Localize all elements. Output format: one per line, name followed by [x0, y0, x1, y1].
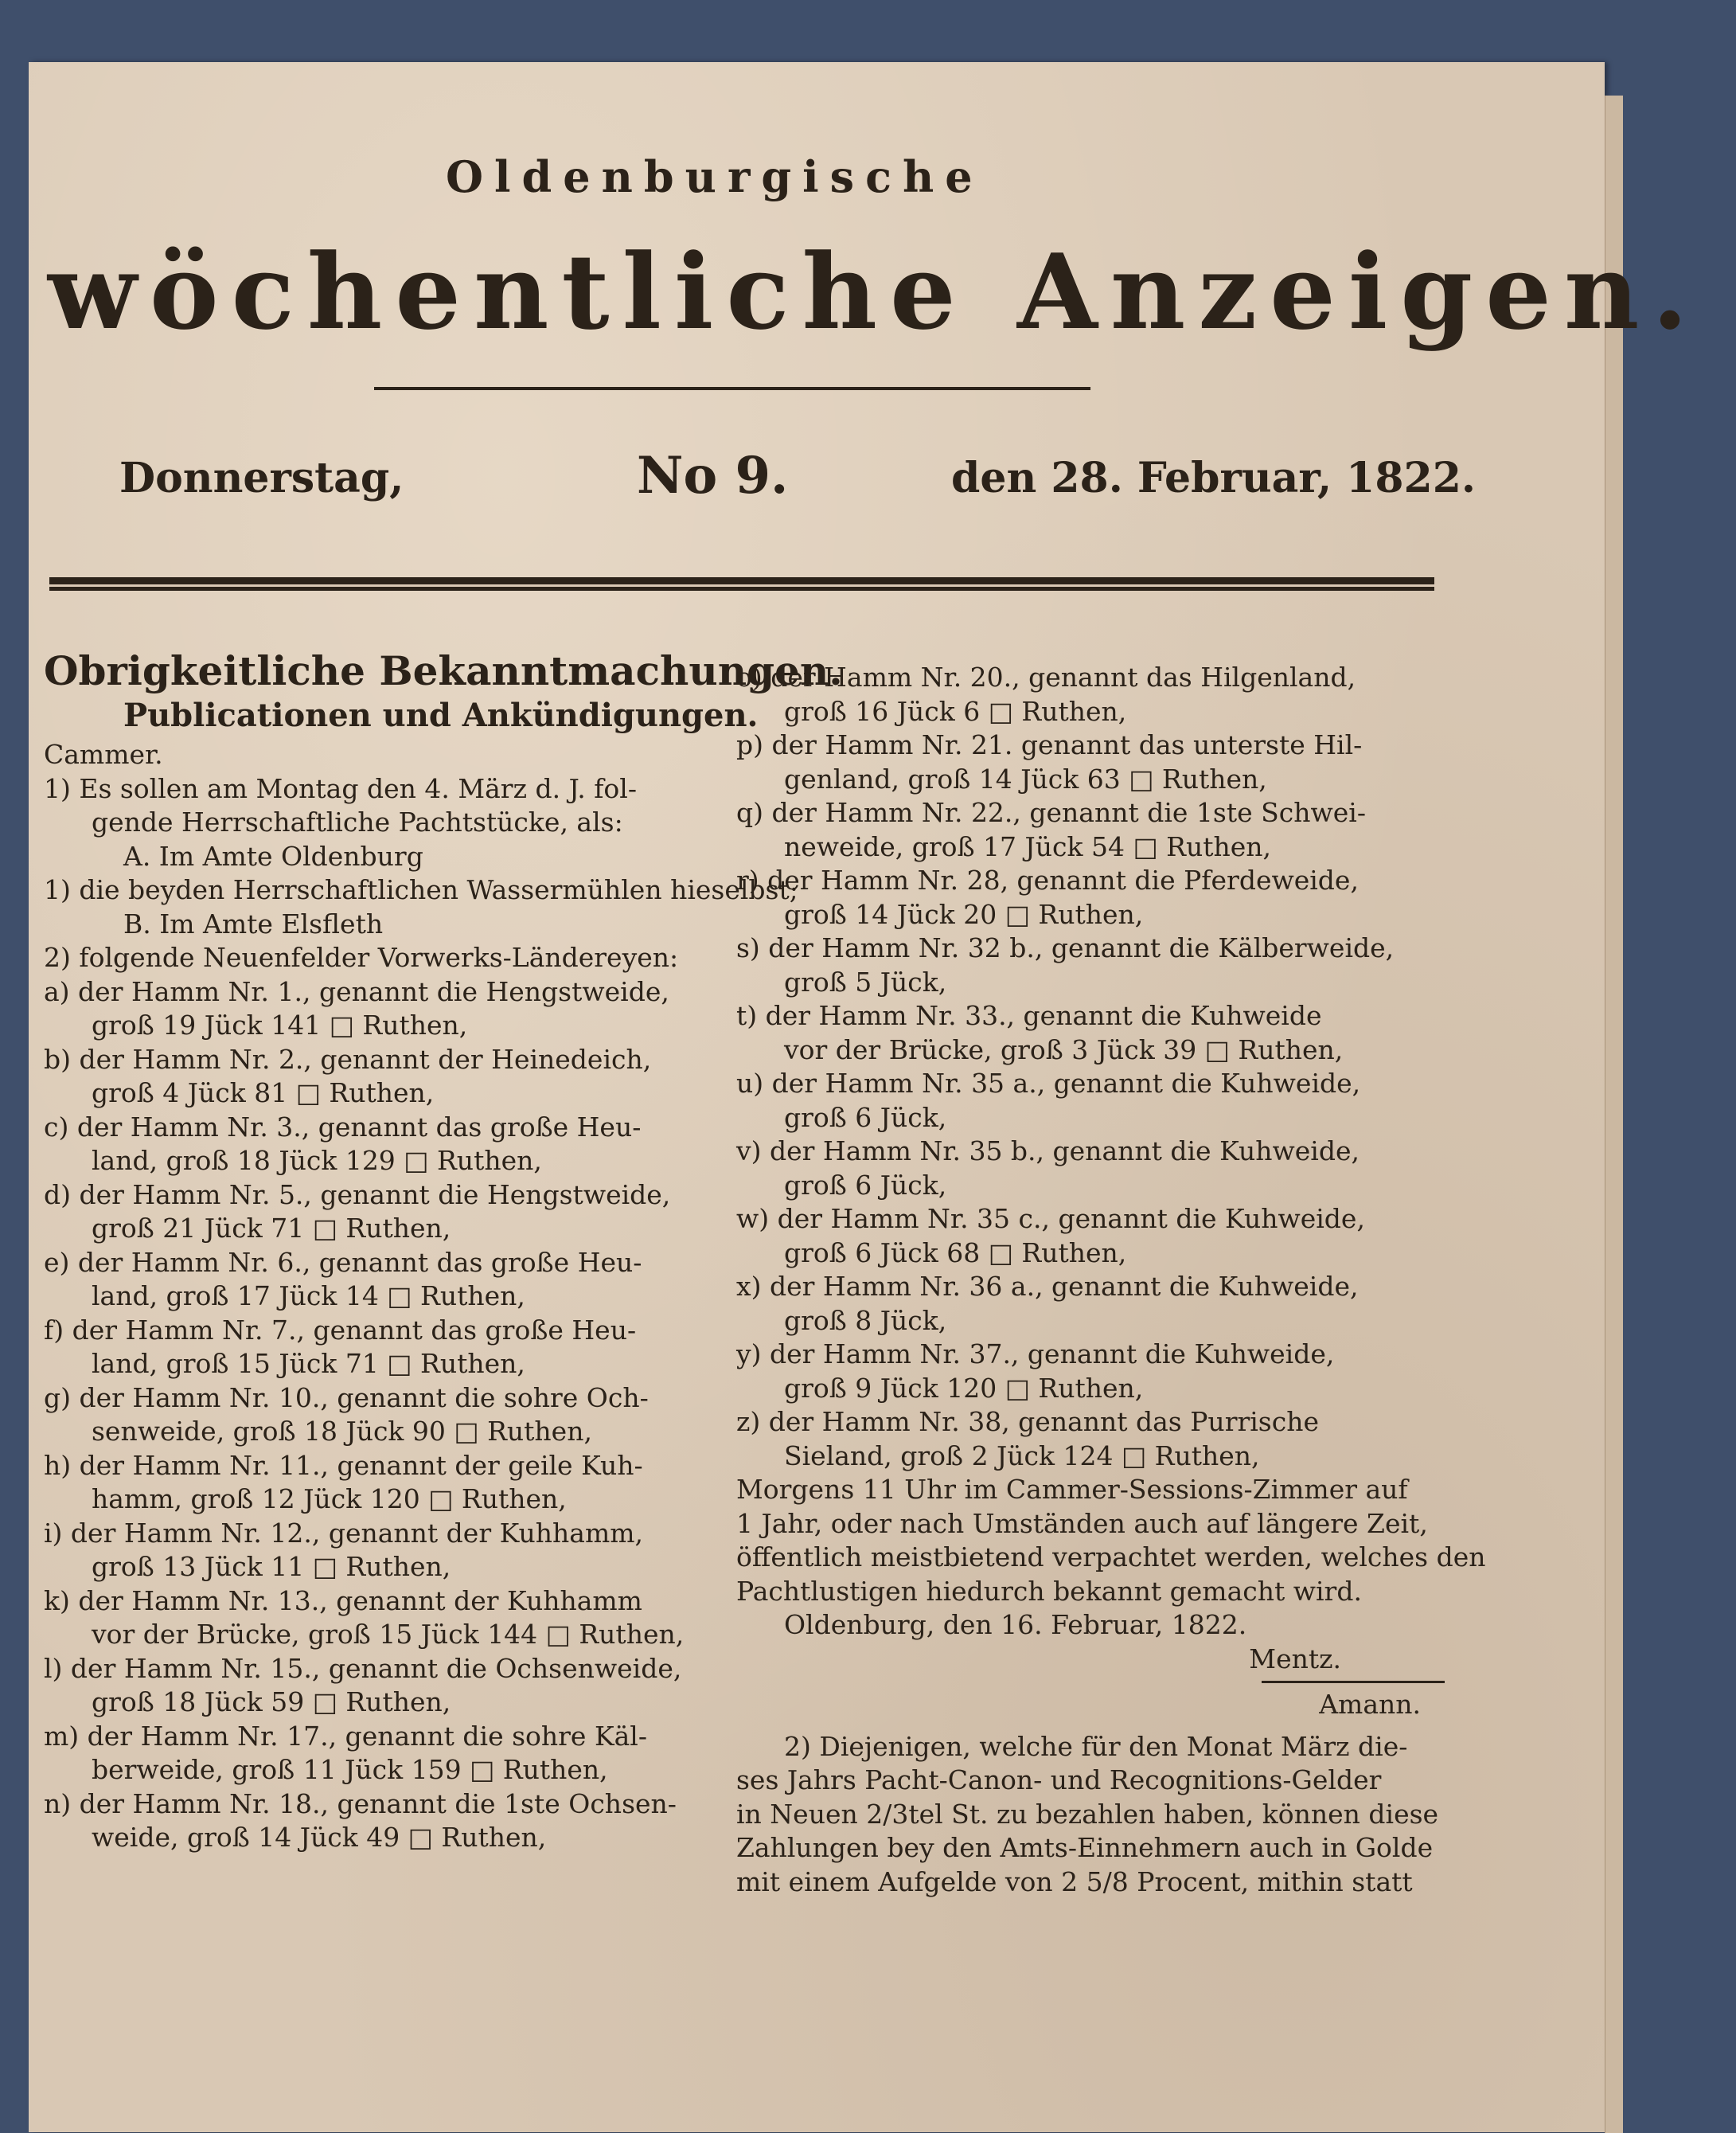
text-line: weide, groß 14 Jück 49 □ Ruthen,: [92, 1822, 547, 1853]
text-line: groß 6 Jück,: [784, 1101, 947, 1133]
text-line: p) der Hamm Nr. 21. genannt das unterste Hil-: [736, 729, 1363, 760]
text-line: w) der Hamm Nr. 35 c., genannt die Kuhweide,: [736, 1203, 1365, 1234]
left-column: [44, 647, 843, 1855]
text-line: 1) Es sollen am Montag den 4. März d. J. fol-: [44, 772, 637, 804]
page-edge: [1605, 96, 1623, 2133]
text-line: B. Im Amte Elsfleth: [123, 908, 384, 940]
signature-mentz: Mentz.: [1249, 1643, 1341, 1674]
text-line: groß 5 Jück,: [784, 966, 947, 998]
text-line: z) der Hamm Nr. 38, genannt das Purrische: [736, 1406, 1319, 1437]
signature-rule: [1262, 1681, 1445, 1683]
text-line: k) der Hamm Nr. 13., genannt der Kuhhamm: [44, 1584, 642, 1616]
text-line: e) der Hamm Nr. 6., genannt das große Heu-: [44, 1246, 642, 1278]
text-line: mit einem Aufgelde von 2 5/8 Procent, mithin statt: [736, 1865, 1413, 1897]
text-line: 2) Diejenigen, welche für den Monat März die-: [784, 1730, 1408, 1762]
text-line: 2) folgende Neuenfelder Vorwerks-Ländereyen:: [44, 942, 679, 973]
text-line: y) der Hamm Nr. 37., genannt die Kuhweide,: [736, 1338, 1335, 1369]
masthead-title: wöchentliche Anzeigen.: [48, 231, 1701, 353]
dateline-date: den 28. Februar, 1822.: [951, 454, 1476, 502]
right-column: [736, 661, 1486, 1899]
text-line: 1 Jahr, oder nach Umständen auch auf längere Zeit,: [736, 1507, 1428, 1539]
text-line: land, groß 15 Jück 71 □ Ruthen,: [92, 1348, 525, 1379]
issue-number: No 9.: [637, 446, 789, 506]
dateline-day: Donnerstag,: [119, 454, 404, 502]
text-line: i) der Hamm Nr. 12., genannt der Kuhhamm,: [44, 1517, 644, 1549]
text-line: v) der Hamm Nr. 35 b., genannt die Kuhweide,: [736, 1135, 1360, 1166]
text-line: t) der Hamm Nr. 33., genannt die Kuhweide: [736, 1000, 1322, 1031]
text-line: groß 14 Jück 20 □ Ruthen,: [784, 898, 1144, 930]
text-line: Morgens 11 Uhr im Cammer-Sessions-Zimmer auf: [736, 1474, 1408, 1505]
text-line: m) der Hamm Nr. 17., genannt die sohre Käl-: [44, 1720, 647, 1752]
text-line: gende Herrschaftliche Pachtstücke, als:: [92, 807, 623, 838]
text-line: groß 13 Jück 11 □ Ruthen,: [92, 1551, 451, 1582]
text-line: n) der Hamm Nr. 18., genannt die 1ste Ochsen-: [44, 1787, 677, 1819]
text-line: ses Jahrs Pacht-Canon- und Recognitions-Gelder: [736, 1764, 1382, 1795]
text-line: groß 18 Jück 59 □ Ruthen,: [92, 1686, 451, 1717]
text-line: q) der Hamm Nr. 22., genannt die 1ste Schwei-: [736, 797, 1366, 828]
text-line: l) der Hamm Nr. 15., genannt die Ochsenweide,: [44, 1652, 682, 1684]
text-line: hamm, groß 12 Jück 120 □ Ruthen,: [92, 1483, 567, 1514]
text-line: groß 21 Jück 71 □ Ruthen,: [92, 1213, 451, 1244]
header-rule: [49, 577, 1434, 587]
section-subheading: Publicationen und Ankündigungen.: [123, 697, 759, 734]
text-line: h) der Hamm Nr. 11., genannt der geile Kuh-: [44, 1449, 643, 1481]
text-line: genland, groß 14 Jück 63 □ Ruthen,: [784, 763, 1267, 795]
text-line: groß 19 Jück 141 □ Ruthen,: [92, 1010, 468, 1041]
text-line: b) der Hamm Nr. 2., genannt der Heinedeich,: [44, 1043, 652, 1075]
text-line: groß 4 Jück 81 □ Ruthen,: [92, 1077, 435, 1108]
text-line: groß 8 Jück,: [784, 1304, 947, 1336]
text-line: groß 6 Jück 68 □ Ruthen,: [784, 1236, 1127, 1268]
text-line: vor der Brücke, groß 3 Jück 39 □ Ruthen,: [784, 1033, 1344, 1065]
masthead-line1: Oldenburgische: [446, 151, 984, 202]
text-line: Cammer.: [44, 739, 163, 770]
text-line: land, groß 18 Jück 129 □ Ruthen,: [92, 1145, 542, 1176]
section-heading: Obrigkeitliche Bekanntmachungen.: [44, 647, 843, 694]
text-line: u) der Hamm Nr. 35 a., genannt die Kuhweide,: [736, 1068, 1361, 1099]
text-line: neweide, groß 17 Jück 54 □ Ruthen,: [784, 830, 1272, 862]
right-lines-2: [736, 1730, 1445, 1900]
text-line: Oldenburg, den 16. Februar, 1822.: [784, 1609, 1247, 1640]
text-line: g) der Hamm Nr. 10., genannt die sohre Och-: [44, 1381, 649, 1413]
text-line: o) der Hamm Nr. 20., genannt das Hilgenland,: [736, 662, 1356, 693]
left-lines: [44, 738, 798, 1855]
text-line: f) der Hamm Nr. 7., genannt das große Heu-: [44, 1314, 637, 1346]
text-line: senweide, groß 18 Jück 90 □ Ruthen,: [92, 1416, 592, 1447]
text-line: Sieland, groß 2 Jück 124 □ Ruthen,: [784, 1440, 1260, 1471]
text-line: groß 16 Jück 6 □ Ruthen,: [784, 695, 1127, 727]
text-line: Zahlungen bey den Amts-Einnehmern auch in Golde: [736, 1832, 1434, 1863]
text-line: öffentlich meistbietend verpachtet werden, welches den: [736, 1541, 1486, 1572]
text-line: groß 6 Jück,: [784, 1169, 947, 1201]
text-line: d) der Hamm Nr. 5., genannt die Hengstweide,: [44, 1178, 671, 1210]
text-line: x) der Hamm Nr. 36 a., genannt die Kuhweide,: [736, 1271, 1359, 1302]
text-line: groß 9 Jück 120 □ Ruthen,: [784, 1372, 1144, 1404]
text-line: a) der Hamm Nr. 1., genannt die Hengstweide,: [44, 975, 669, 1007]
text-line: r) der Hamm Nr. 28, genannt die Pferdeweide,: [736, 865, 1359, 896]
signature-amann: Amann.: [1319, 1689, 1421, 1720]
right-lines: [736, 661, 1486, 1643]
text-line: Pachtlustigen hiedurch bekannt gemacht wird.: [736, 1575, 1362, 1607]
text-line: 1) die beyden Herrschaftlichen Wassermühlen hieselbst;: [44, 874, 798, 905]
text-line: in Neuen 2/3tel St. zu bezahlen haben, können diese: [736, 1798, 1439, 1830]
masthead-rule: [374, 387, 1090, 390]
text-line: A. Im Amte Oldenburg: [123, 840, 423, 872]
text-line: c) der Hamm Nr. 3., genannt das große Heu-: [44, 1111, 642, 1143]
text-line: vor der Brücke, groß 15 Jück 144 □ Ruthen,: [92, 1619, 685, 1650]
text-line: land, groß 17 Jück 14 □ Ruthen,: [92, 1280, 525, 1311]
text-line: s) der Hamm Nr. 32 b., genannt die Kälberweide,: [736, 932, 1395, 963]
text-line: berweide, groß 11 Jück 159 □ Ruthen,: [92, 1754, 608, 1785]
